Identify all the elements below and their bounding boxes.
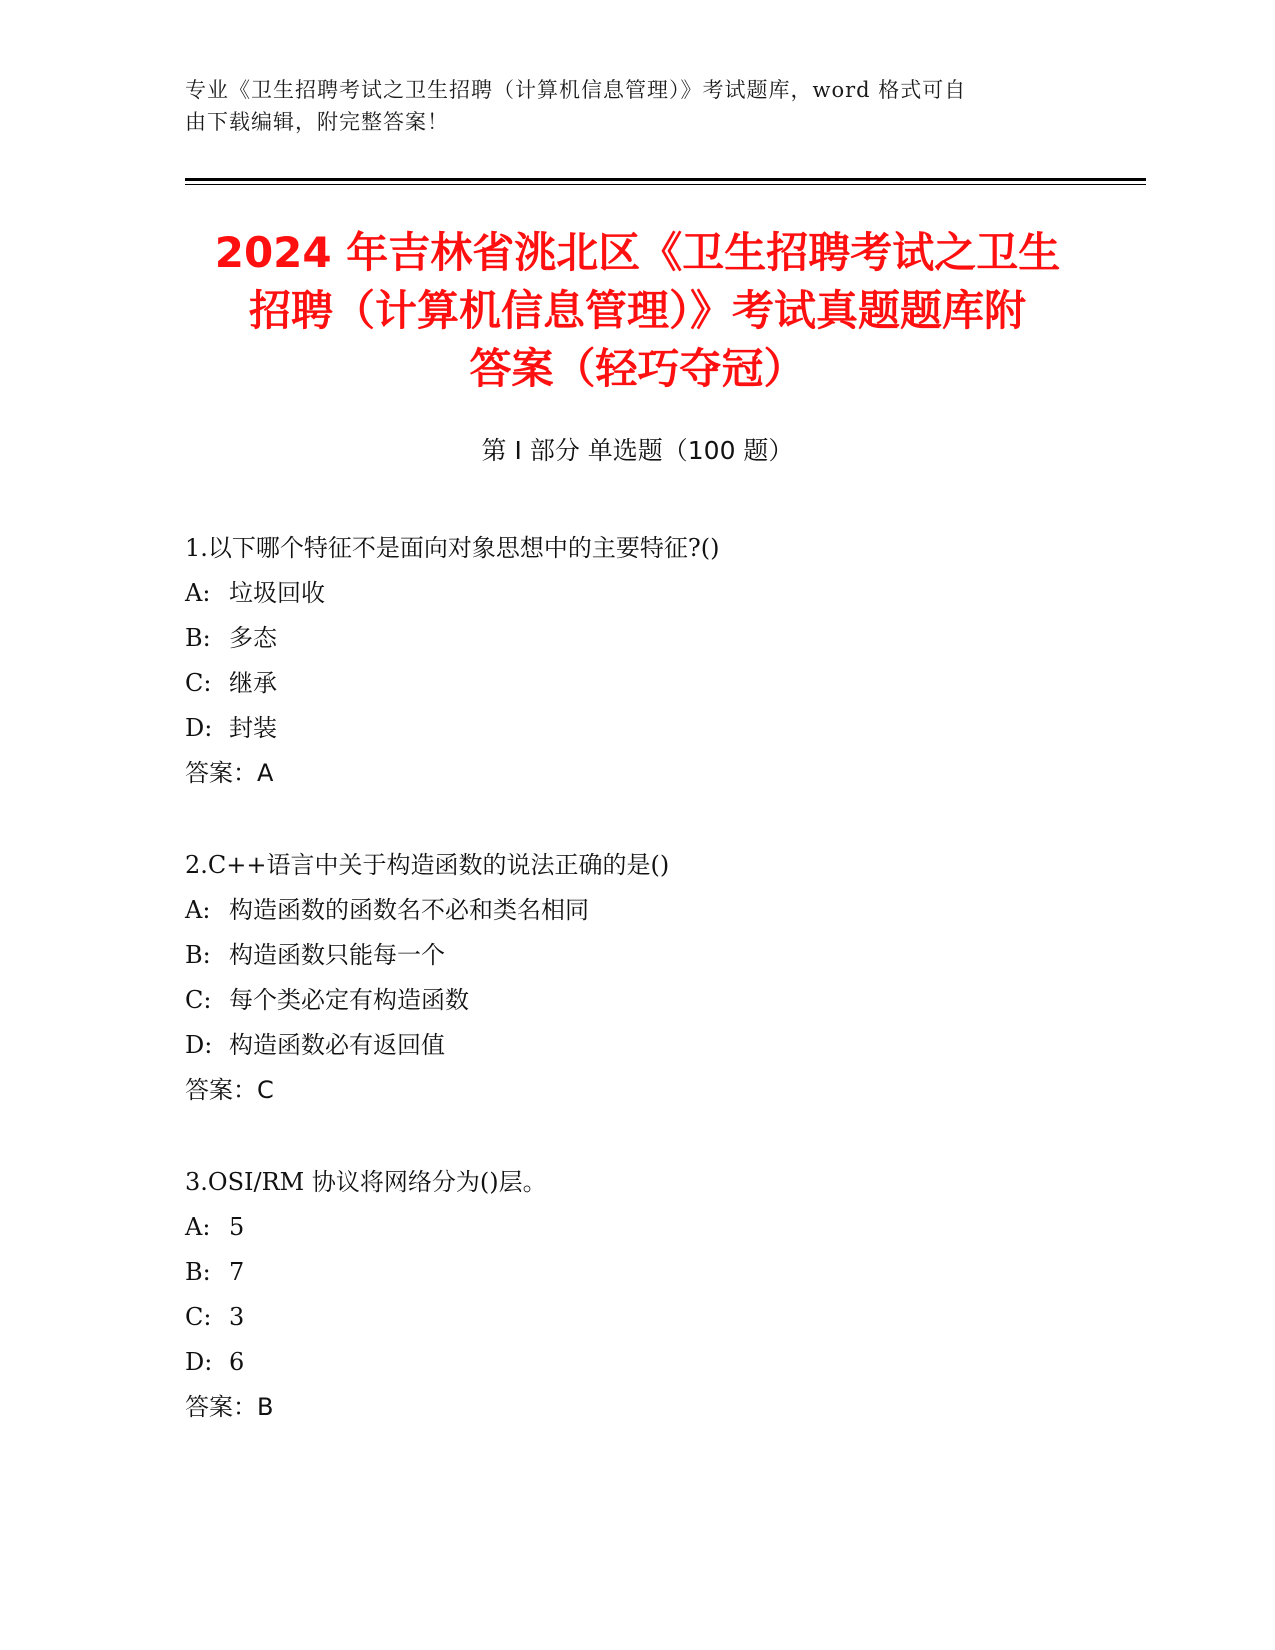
answer-line: 答案：B [185, 1393, 274, 1421]
document-title-line-3: 答案（轻巧夺冠） [469, 344, 806, 393]
question-stem: 2.C++语言中关于构造函数的说法正确的是() [185, 851, 670, 879]
header-rule-thick [185, 178, 1146, 181]
answer-line: 答案：C [185, 1076, 274, 1104]
header-note-line-2: 由下载编辑，附完整答案！ [185, 110, 449, 134]
option-text: 6 [229, 1348, 245, 1376]
question-item [185, 526, 1085, 796]
option-text: 5 [229, 1213, 245, 1241]
option-d [185, 1340, 1085, 1385]
option-letter: B: [185, 1258, 211, 1286]
option-b [185, 1250, 1085, 1295]
option-letter: D: [185, 1348, 213, 1376]
question-stem: 3.OSI/RM 协议将网络分为()层。 [185, 1168, 547, 1196]
option-text: 垃圾回收 [229, 579, 325, 607]
option-letter: A: [185, 1213, 211, 1241]
header-note-line-1: 专业《卫生招聘考试之卫生招聘（计算机信息管理）》考试题库，word 格式可自 [185, 78, 967, 102]
header-note [185, 74, 1085, 138]
option-text: 每个类必定有构造函数 [229, 986, 469, 1014]
option-letter: B: [185, 941, 211, 969]
option-letter: B: [185, 624, 211, 652]
option-c [185, 978, 1085, 1023]
option-letter: D: [185, 714, 213, 742]
option-letter: A: [185, 579, 211, 607]
option-b [185, 933, 1085, 978]
option-text: 3 [229, 1303, 245, 1331]
option-letter: C: [185, 1303, 212, 1331]
document-title-line-2: 招聘（计算机信息管理）》考试真题题库附 [248, 286, 1026, 335]
option-letter: D: [185, 1031, 213, 1059]
option-text: 7 [229, 1258, 245, 1286]
answer-line: 答案：A [185, 759, 274, 787]
document-title [150, 224, 1125, 398]
option-letter: C: [185, 669, 212, 697]
option-c [185, 1295, 1085, 1340]
option-b [185, 616, 1085, 661]
option-text: 封装 [229, 714, 277, 742]
option-text: 构造函数的函数名不必和类名相同 [229, 896, 589, 924]
option-text: 构造函数必有返回值 [229, 1031, 445, 1059]
option-text: 继承 [229, 669, 277, 697]
question-item [185, 1160, 1085, 1430]
question-stem: 1.以下哪个特征不是面向对象思想中的主要特征?() [185, 534, 720, 562]
question-list [185, 526, 1085, 1477]
option-letter: A: [185, 896, 211, 924]
document-title-line-1: 2024 年吉林省洮北区《卫生招聘考试之卫生 [214, 228, 1061, 277]
option-a [185, 1205, 1085, 1250]
question-item [185, 843, 1085, 1113]
header-rule-thin [185, 184, 1146, 185]
option-a [185, 571, 1085, 616]
option-d [185, 706, 1085, 751]
section-heading: 第 I 部分 单选题（100 题） [481, 436, 794, 465]
option-text: 构造函数只能每一个 [229, 941, 445, 969]
option-text: 多态 [229, 624, 277, 652]
option-a [185, 888, 1085, 933]
option-c [185, 661, 1085, 706]
option-letter: C: [185, 986, 212, 1014]
option-d [185, 1023, 1085, 1068]
